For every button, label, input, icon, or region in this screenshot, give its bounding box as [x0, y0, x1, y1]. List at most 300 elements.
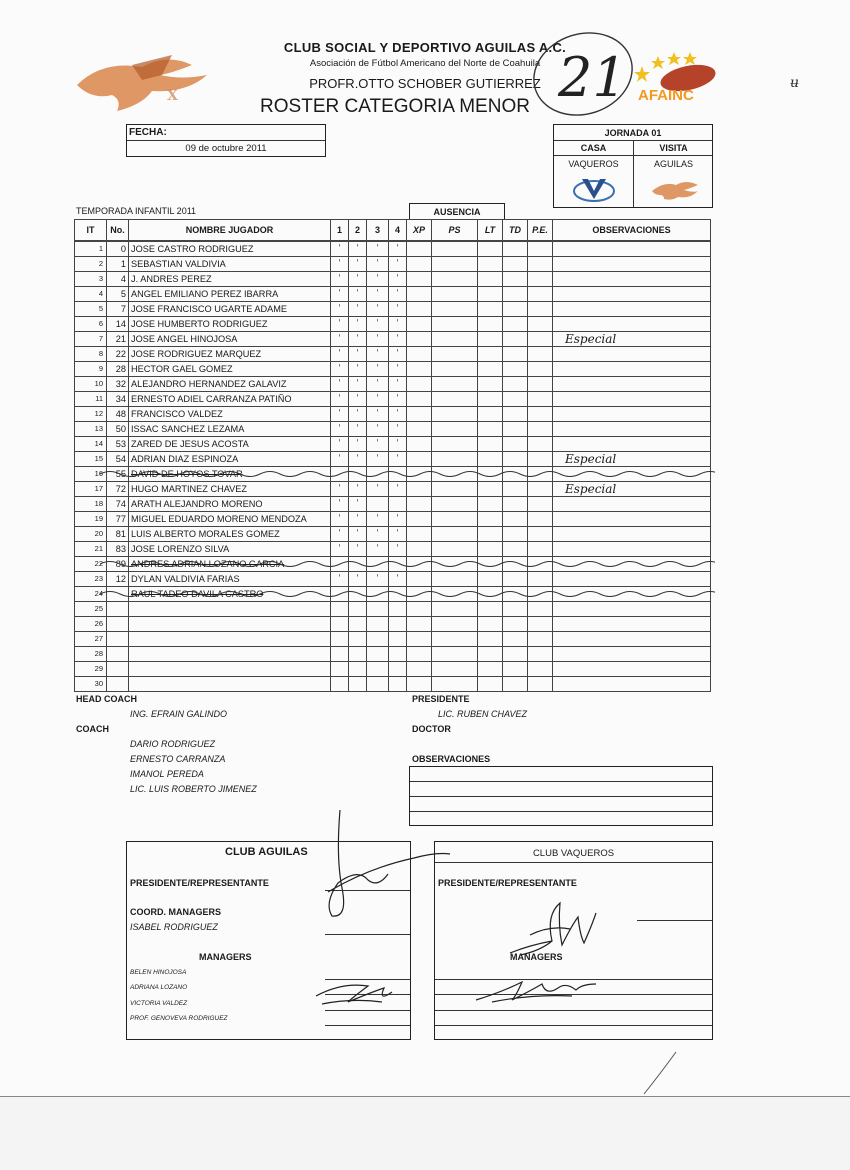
visita-team: AGUILAS: [653, 158, 693, 169]
row-number: 1: [107, 257, 129, 272]
row-q2: ˈ: [349, 482, 367, 497]
aguilas-manager-signature: [312, 972, 412, 1012]
row-td: [503, 347, 528, 362]
row-ps: [432, 527, 478, 542]
row-observaciones: [553, 302, 711, 317]
row-xp: [407, 332, 432, 347]
row-number: 83: [107, 542, 129, 557]
club-aguilas-title: CLUB AGUILAS: [225, 846, 308, 858]
row-q1: ˈ: [331, 241, 349, 257]
row-lt: [478, 332, 503, 347]
row-td: [503, 647, 528, 662]
roster-row: [75, 362, 711, 377]
row-lt: [478, 527, 503, 542]
row-pe: [528, 241, 553, 257]
coord-managers-name: ISABEL RODRIGUEZ: [130, 922, 218, 932]
presidente-name: LIC. RUBEN CHAVEZ: [438, 709, 528, 719]
roster-row: [75, 422, 711, 437]
row-xp: [407, 497, 432, 512]
row-q4: ˈ: [389, 317, 407, 332]
row-number: 72: [107, 482, 129, 497]
row-it: 2: [75, 257, 107, 272]
row-observaciones: [553, 677, 711, 692]
row-it: 5: [75, 302, 107, 317]
row-q2: ˈ: [349, 287, 367, 302]
row-q3: ˈ: [367, 241, 389, 257]
row-xp: [407, 377, 432, 392]
row-number: 89: [107, 557, 129, 572]
row-ps: [432, 272, 478, 287]
row-ps: [432, 647, 478, 662]
row-observaciones: [553, 392, 711, 407]
vaqueros-managers-label: MANAGERS: [510, 952, 563, 962]
row-q1: ˈ: [331, 257, 349, 272]
row-ps: [432, 662, 478, 677]
row-lt: [478, 392, 503, 407]
row-player-name: JOSE HUMBERTO RODRIGUEZ: [129, 317, 331, 332]
row-ps: [432, 287, 478, 302]
roster-row: [75, 512, 711, 527]
col-xp: XP: [407, 220, 432, 242]
vaqueros-president-signature: [500, 895, 610, 965]
row-q1: ˈ: [331, 362, 349, 377]
row-q3: [367, 497, 389, 512]
row-pe: [528, 572, 553, 587]
row-it: 18: [75, 497, 107, 512]
row-td: [503, 287, 528, 302]
row-ps: [432, 677, 478, 692]
row-observaciones: [553, 497, 711, 512]
row-player-name: FRANCISCO VALDEZ: [129, 407, 331, 422]
row-number: 53: [107, 437, 129, 452]
row-number: [107, 602, 129, 617]
row-pe: [528, 317, 553, 332]
row-player-name: [129, 662, 331, 677]
row-number: 22: [107, 347, 129, 362]
strike-through-line: [100, 469, 715, 479]
row-lt: [478, 542, 503, 557]
coach-4: LIC. LUIS ROBERTO JIMENEZ: [130, 784, 257, 794]
col-pe: P.E.: [528, 220, 553, 242]
row-ps: [432, 241, 478, 257]
row-q4: [389, 602, 407, 617]
row-player-name: JOSE CASTRO RODRIGUEZ: [129, 241, 331, 257]
roster-row: [75, 392, 711, 407]
row-observaciones: Especial: [553, 332, 711, 347]
row-lt: [478, 572, 503, 587]
row-player-name: JOSE FRANCISCO UGARTE ADAME: [129, 302, 331, 317]
roster-header-row: [75, 220, 711, 242]
row-q3: ˈ: [367, 452, 389, 467]
row-it: 12: [75, 407, 107, 422]
row-td: [503, 392, 528, 407]
row-q3: ˈ: [367, 287, 389, 302]
row-pe: [528, 527, 553, 542]
row-number: 81: [107, 527, 129, 542]
row-xp: [407, 482, 432, 497]
row-xp: [407, 647, 432, 662]
row-q3: [367, 677, 389, 692]
row-td: [503, 617, 528, 632]
roster-row: [75, 527, 711, 542]
row-it: 16: [75, 467, 107, 482]
row-pe: [528, 647, 553, 662]
row-xp: [407, 272, 432, 287]
row-q4: [389, 677, 407, 692]
row-number: [107, 617, 129, 632]
row-q3: ˈ: [367, 422, 389, 437]
row-pe: [528, 497, 553, 512]
row-it: 19: [75, 512, 107, 527]
row-it: 7: [75, 332, 107, 347]
row-q3: ˈ: [367, 512, 389, 527]
row-q4: ˈ: [389, 437, 407, 452]
row-td: [503, 302, 528, 317]
row-q1: ˈ: [331, 452, 349, 467]
row-number: 74: [107, 497, 129, 512]
row-ps: [432, 437, 478, 452]
row-number: 14: [107, 317, 129, 332]
row-observaciones: [553, 527, 711, 542]
row-q1: ˈ: [331, 332, 349, 347]
row-number: 12: [107, 572, 129, 587]
row-lt: [478, 662, 503, 677]
row-q1: [331, 677, 349, 692]
row-it: 29: [75, 662, 107, 677]
row-q1: ˈ: [331, 392, 349, 407]
row-q1: ˈ: [331, 347, 349, 362]
row-q3: [367, 602, 389, 617]
manager-2: ADRIANA LOZANO: [130, 983, 188, 991]
corner-mark: ʉ: [790, 75, 800, 91]
roster-row: [75, 647, 711, 662]
row-q3: ˈ: [367, 317, 389, 332]
association-name: Asociación de Fútbol Americano del Norte de Coahuila: [309, 58, 541, 69]
row-ps: [432, 602, 478, 617]
row-ps: [432, 347, 478, 362]
row-xp: [407, 347, 432, 362]
row-q1: ˈ: [331, 422, 349, 437]
row-ps: [432, 302, 478, 317]
row-observaciones: Especial: [553, 452, 711, 467]
row-pe: [528, 347, 553, 362]
row-xp: [407, 241, 432, 257]
row-xp: [407, 452, 432, 467]
roster-row: [75, 662, 711, 677]
row-td: [503, 662, 528, 677]
row-xp: [407, 437, 432, 452]
roster-row: [75, 542, 711, 557]
row-pe: [528, 512, 553, 527]
doctor-label: DOCTOR: [412, 724, 451, 734]
row-q3: [367, 647, 389, 662]
col-no: No.: [107, 220, 129, 242]
row-td: [503, 272, 528, 287]
vaqueros-manager-signature: [472, 972, 602, 1008]
row-td: [503, 677, 528, 692]
coach-1: DARIO RODRIGUEZ: [130, 739, 216, 749]
row-q2: ˈ: [349, 407, 367, 422]
row-ps: [432, 377, 478, 392]
row-q2: ˈ: [349, 377, 367, 392]
row-q1: ˈ: [331, 287, 349, 302]
row-pe: [528, 287, 553, 302]
row-q2: ˈ: [349, 542, 367, 557]
row-q4: ˈ: [389, 512, 407, 527]
row-pe: [528, 392, 553, 407]
row-q1: ˈ: [331, 497, 349, 512]
row-player-name: ANGEL EMILIANO PEREZ IBARRA: [129, 287, 331, 302]
col-ps: PS: [432, 220, 478, 242]
row-it: 3: [75, 272, 107, 287]
row-q4: [389, 647, 407, 662]
row-q4: ˈ: [389, 241, 407, 257]
row-lt: [478, 602, 503, 617]
row-td: [503, 572, 528, 587]
row-xp: [407, 257, 432, 272]
row-ps: [432, 542, 478, 557]
casa-label: CASA: [580, 142, 607, 153]
casa-team: VAQUEROS: [568, 158, 619, 169]
row-number: 50: [107, 422, 129, 437]
row-pe: [528, 677, 553, 692]
row-player-name: HUGO MARTINEZ CHAVEZ: [129, 482, 331, 497]
roster-row: [75, 497, 711, 512]
row-td: [503, 632, 528, 647]
col-observaciones: OBSERVACIONES: [553, 220, 711, 242]
row-q1: [331, 617, 349, 632]
row-q2: [349, 662, 367, 677]
row-number: [107, 632, 129, 647]
row-pe: [528, 272, 553, 287]
roster-title: ROSTER CATEGORIA MENOR: [260, 96, 530, 117]
row-q4: ˈ: [389, 257, 407, 272]
vaqueros-logo: [572, 175, 616, 203]
presidente-label: PRESIDENTE: [412, 694, 470, 704]
row-it: 1: [75, 241, 107, 257]
row-xp: [407, 512, 432, 527]
row-number: 21: [107, 332, 129, 347]
row-number: 34: [107, 392, 129, 407]
row-td: [503, 452, 528, 467]
fecha-label: FECHA:: [129, 126, 167, 138]
row-q3: ˈ: [367, 347, 389, 362]
row-q1: ˈ: [331, 317, 349, 332]
roster-row: [75, 347, 711, 362]
row-pe: [528, 302, 553, 317]
row-q4: ˈ: [389, 287, 407, 302]
row-lt: [478, 482, 503, 497]
row-observaciones: [553, 272, 711, 287]
row-observaciones: [553, 617, 711, 632]
row-it: 8: [75, 347, 107, 362]
row-number: 7: [107, 302, 129, 317]
row-ps: [432, 332, 478, 347]
row-lt: [478, 512, 503, 527]
row-player-name: [129, 602, 331, 617]
row-td: [503, 317, 528, 332]
row-lt: [478, 422, 503, 437]
row-q2: ˈ: [349, 437, 367, 452]
row-ps: [432, 572, 478, 587]
row-observaciones: Especial: [553, 482, 711, 497]
row-td: [503, 437, 528, 452]
row-player-name: RAUL TADEO DAVILA CASTRO: [129, 587, 331, 602]
row-ps: [432, 317, 478, 332]
row-q2: ˈ: [349, 332, 367, 347]
row-ps: [432, 512, 478, 527]
season-label: TEMPORADA INFANTIL 2011: [76, 206, 197, 216]
row-pe: [528, 422, 553, 437]
fecha-value: 09 de octubre 2011: [185, 142, 267, 154]
row-td: [503, 422, 528, 437]
row-it: 26: [75, 617, 107, 632]
roster-row: [75, 407, 711, 422]
row-lt: [478, 302, 503, 317]
row-it: 23: [75, 572, 107, 587]
row-q3: ˈ: [367, 377, 389, 392]
row-xp: [407, 602, 432, 617]
col-nombre: NOMBRE JUGADOR: [129, 220, 331, 242]
row-q4: [389, 497, 407, 512]
row-lt: [478, 377, 503, 392]
row-lt: [478, 437, 503, 452]
roster-row: [75, 302, 711, 317]
row-lt: [478, 497, 503, 512]
row-xp: [407, 422, 432, 437]
row-player-name: ALEJANDRO HERNANDEZ GALAVIZ: [129, 377, 331, 392]
row-xp: [407, 302, 432, 317]
row-q4: ˈ: [389, 362, 407, 377]
row-q2: ˈ: [349, 392, 367, 407]
strike-through-line: [100, 559, 715, 569]
row-q3: ˈ: [367, 362, 389, 377]
row-xp: [407, 317, 432, 332]
row-td: [503, 512, 528, 527]
ausencia-label: AUSENCIA: [433, 206, 481, 217]
row-player-name: J. ANDRES PEREZ: [129, 272, 331, 287]
row-it: 20: [75, 527, 107, 542]
row-observaciones: [553, 317, 711, 332]
row-q3: ˈ: [367, 572, 389, 587]
circled-number-annotation: [528, 28, 638, 120]
row-it: 17: [75, 482, 107, 497]
row-q2: ˈ: [349, 572, 367, 587]
row-q3: ˈ: [367, 272, 389, 287]
row-q2: ˈ: [349, 302, 367, 317]
row-td: [503, 362, 528, 377]
row-xp: [407, 632, 432, 647]
aguilas-president-signature: [318, 808, 458, 928]
row-q1: ˈ: [331, 542, 349, 557]
row-q1: ˈ: [331, 572, 349, 587]
row-q2: ˈ: [349, 512, 367, 527]
row-player-name: ADRIAN DIAZ ESPINOZA: [129, 452, 331, 467]
row-q3: ˈ: [367, 302, 389, 317]
row-q1: ˈ: [331, 437, 349, 452]
jornada-label: JORNADA 01: [604, 127, 662, 138]
row-q1: ˈ: [331, 407, 349, 422]
svg-text:X: X: [167, 88, 178, 104]
row-observaciones: [553, 422, 711, 437]
row-observaciones: [553, 512, 711, 527]
row-xp: [407, 572, 432, 587]
row-lt: [478, 647, 503, 662]
row-q4: ˈ: [389, 347, 407, 362]
row-q2: [349, 677, 367, 692]
roster-row: [75, 482, 711, 497]
row-td: [503, 527, 528, 542]
row-it: 27: [75, 632, 107, 647]
row-pe: [528, 407, 553, 422]
row-q2: ˈ: [349, 272, 367, 287]
row-q4: ˈ: [389, 272, 407, 287]
roster-row: [75, 452, 711, 467]
roster-row: [75, 257, 711, 272]
row-observaciones: [553, 662, 711, 677]
row-observaciones: [553, 287, 711, 302]
row-player-name: MIGUEL EDUARDO MORENO MENDOZA: [129, 512, 331, 527]
row-player-name: [129, 617, 331, 632]
row-ps: [432, 257, 478, 272]
row-player-name: DYLAN VALDIVIA FARIAS: [129, 572, 331, 587]
row-number: 55: [107, 467, 129, 482]
row-q2: [349, 617, 367, 632]
row-q2: ˈ: [349, 241, 367, 257]
row-q1: ˈ: [331, 482, 349, 497]
row-player-name: ANDRES ADRIAN LOZANO GARCIA: [129, 557, 331, 572]
row-it: 13: [75, 422, 107, 437]
row-q4: [389, 617, 407, 632]
row-xp: [407, 407, 432, 422]
roster-row: [75, 332, 711, 347]
row-observaciones: [553, 377, 711, 392]
row-it: 4: [75, 287, 107, 302]
roster-row: [75, 632, 711, 647]
row-player-name: HECTOR GAEL GOMEZ: [129, 362, 331, 377]
row-number: 77: [107, 512, 129, 527]
row-q3: ˈ: [367, 392, 389, 407]
fecha-box: [126, 124, 326, 157]
row-td: [503, 482, 528, 497]
ausencia-header: [409, 203, 505, 220]
row-lt: [478, 257, 503, 272]
row-lt: [478, 632, 503, 647]
coach-3: IMANOL PEREDA: [130, 769, 204, 779]
row-q1: ˈ: [331, 527, 349, 542]
row-q2: ˈ: [349, 257, 367, 272]
row-q4: ˈ: [389, 392, 407, 407]
row-pe: [528, 437, 553, 452]
col-td: TD: [503, 220, 528, 242]
row-ps: [432, 392, 478, 407]
roster-row: [75, 272, 711, 287]
row-td: [503, 257, 528, 272]
row-lt: [478, 407, 503, 422]
club-vaqueros-title: CLUB VAQUEROS: [532, 847, 615, 859]
row-q3: ˈ: [367, 437, 389, 452]
row-it: 14: [75, 437, 107, 452]
row-player-name: [129, 647, 331, 662]
aguilas-presidente-label: PRESIDENTE/REPRESENTANTE: [130, 878, 269, 888]
row-q4: [389, 662, 407, 677]
row-ps: [432, 497, 478, 512]
row-pe: [528, 377, 553, 392]
row-pe: [528, 482, 553, 497]
roster-row: [75, 677, 711, 692]
col-q4: 4: [389, 220, 407, 242]
roster-row: [75, 287, 711, 302]
